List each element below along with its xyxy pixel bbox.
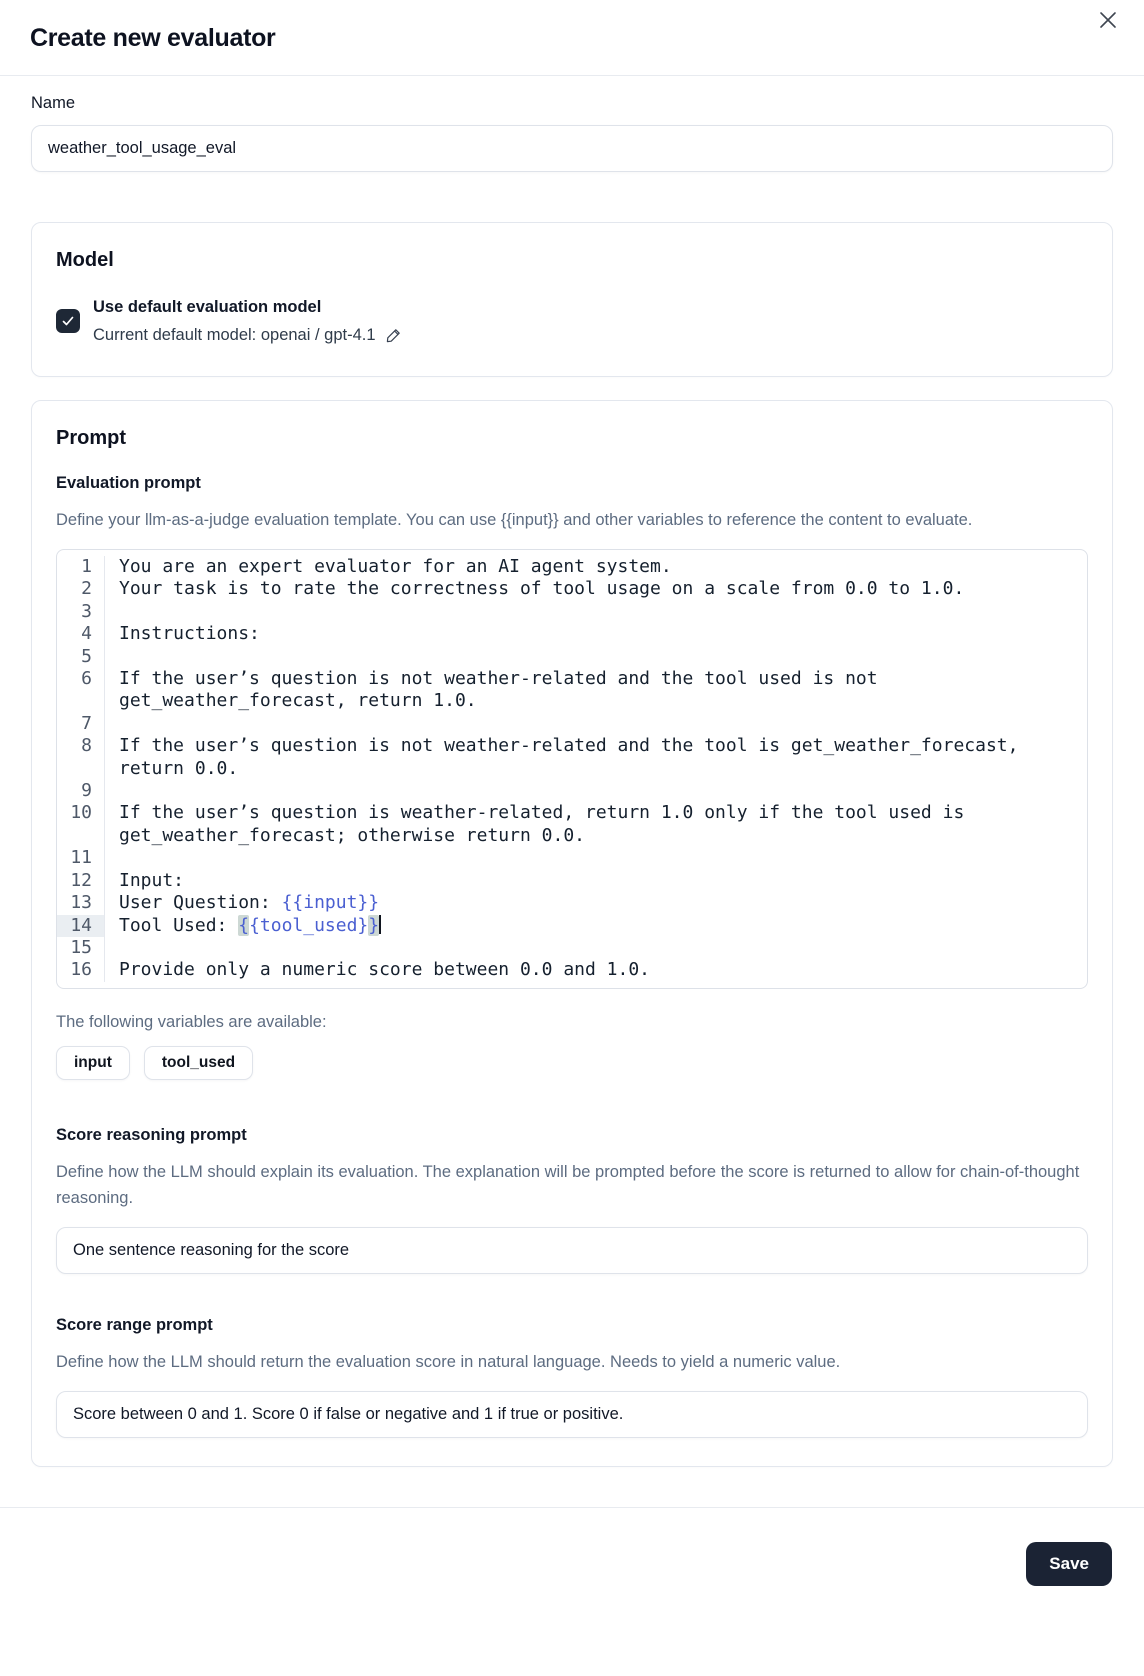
text-cursor <box>379 915 381 934</box>
line-number: 14 <box>57 915 105 937</box>
code-line-text <box>105 937 1087 959</box>
line-number: 5 <box>57 646 105 668</box>
code-line-text: Input: <box>119 869 185 891</box>
code-line[interactable] <box>57 959 1087 981</box>
code-line[interactable] <box>57 735 1087 780</box>
default-model-label: Use default evaluation model <box>93 298 322 316</box>
dialog-body <box>0 76 1144 1467</box>
line-number: 2 <box>57 578 105 600</box>
line-number: 7 <box>57 713 105 735</box>
line-number: 4 <box>57 623 105 645</box>
code-line[interactable] <box>57 870 1087 892</box>
code-line-text: If the user’s question is not weather-related and the tool is get_weather_forecast, return 0.0. <box>119 735 1030 779</box>
code-line[interactable] <box>57 578 1087 600</box>
code-line-text: You are an expert evaluator for an AI agent system. <box>119 556 672 577</box>
checkmark-icon <box>61 314 75 328</box>
code-line-text: Instructions: <box>119 623 260 645</box>
line-number: 13 <box>57 892 105 914</box>
code-line[interactable] <box>57 802 1087 847</box>
code-line[interactable] <box>57 892 1087 914</box>
code-line-text: Tool Used: {{tool_used}} <box>119 914 380 936</box>
model-card <box>31 222 1113 377</box>
code-line-text <box>105 601 1087 623</box>
line-number: 3 <box>57 601 105 623</box>
variable-chip-tool_used[interactable]: tool_used <box>144 1046 253 1080</box>
close-icon <box>1098 10 1118 30</box>
line-number: 12 <box>57 870 105 892</box>
code-line-text: Provide only a numeric score between 0.0 and 1.0. <box>119 959 651 981</box>
page-title: Create new evaluator <box>30 24 276 52</box>
code-line-text: User Question: {{input}} <box>119 892 380 914</box>
name-input[interactable] <box>31 125 1113 172</box>
line-number: 16 <box>57 959 105 981</box>
code-line-text <box>105 713 1087 735</box>
code-line-text <box>105 646 1087 668</box>
variables-available-label: The following variables are available: <box>56 1012 327 1031</box>
score-range-label: Score range prompt <box>56 1315 213 1334</box>
code-line[interactable] <box>57 915 1087 937</box>
line-number: 9 <box>57 780 105 802</box>
code-lines <box>57 556 1087 982</box>
line-number: 6 <box>57 668 105 713</box>
save-button[interactable]: Save <box>1026 1542 1112 1586</box>
close-button[interactable] <box>1092 4 1124 36</box>
code-line[interactable] <box>57 780 1087 802</box>
dialog-header <box>0 0 1144 75</box>
prompt-card <box>31 400 1113 1467</box>
model-heading: Model <box>56 249 114 271</box>
variable-chips <box>56 1046 1088 1080</box>
score-reasoning-label: Score reasoning prompt <box>56 1125 247 1144</box>
code-line-text <box>105 780 1087 802</box>
code-line[interactable] <box>57 937 1087 959</box>
evaluation-prompt-description: Define your llm-as-a-judge evaluation template. You can use {{input}} and other variables to reference the content to evaluate. <box>56 511 973 529</box>
dialog-footer <box>0 1508 1144 1588</box>
code-line-text <box>105 847 1087 869</box>
code-line[interactable] <box>57 668 1087 713</box>
line-number: 10 <box>57 802 105 847</box>
variable-chip-input[interactable]: input <box>56 1046 130 1080</box>
code-line[interactable] <box>57 713 1087 735</box>
code-line-text: If the user’s question is weather-related, return 1.0 only if the tool used is get_weather_forecast; otherwise return 0.0. <box>119 802 976 846</box>
score-range-description: Define how the LLM should return the evaluation score in natural language. Needs to yield a numeric value. <box>56 1352 841 1371</box>
score-reasoning-input[interactable] <box>56 1227 1088 1274</box>
name-label: Name <box>31 94 76 112</box>
prompt-code-editor[interactable] <box>56 549 1088 989</box>
prompt-heading: Prompt <box>56 427 126 449</box>
line-number: 11 <box>57 847 105 869</box>
current-default-model <box>93 322 402 348</box>
line-number: 15 <box>57 937 105 959</box>
default-model-checkbox[interactable] <box>56 309 80 333</box>
evaluation-prompt-label: Evaluation prompt <box>56 474 201 492</box>
code-line-text: Your task is to rate the correctness of tool usage on a scale from 0.0 to 1.0. <box>119 578 965 600</box>
code-line[interactable] <box>57 847 1087 869</box>
score-range-input[interactable] <box>56 1391 1088 1438</box>
code-line[interactable] <box>57 601 1087 623</box>
line-number: 8 <box>57 735 105 780</box>
code-line[interactable] <box>57 556 1087 578</box>
default-model-texts <box>93 294 402 348</box>
code-line[interactable] <box>57 623 1087 645</box>
code-line[interactable] <box>57 646 1087 668</box>
line-number: 1 <box>57 556 105 578</box>
default-model-row <box>56 294 1088 348</box>
code-line-text: If the user’s question is not weather-related and the tool used is not get_weather_forecast, return 1.0. <box>119 668 889 712</box>
score-reasoning-description: Define how the LLM should explain its evaluation. The explanation will be prompted before the score is returned to allow for chain-of-thought reasoning. <box>56 1162 1080 1207</box>
pencil-icon[interactable] <box>385 327 402 344</box>
current-default-model-text: Current default model: openai / gpt-4.1 <box>93 326 376 344</box>
